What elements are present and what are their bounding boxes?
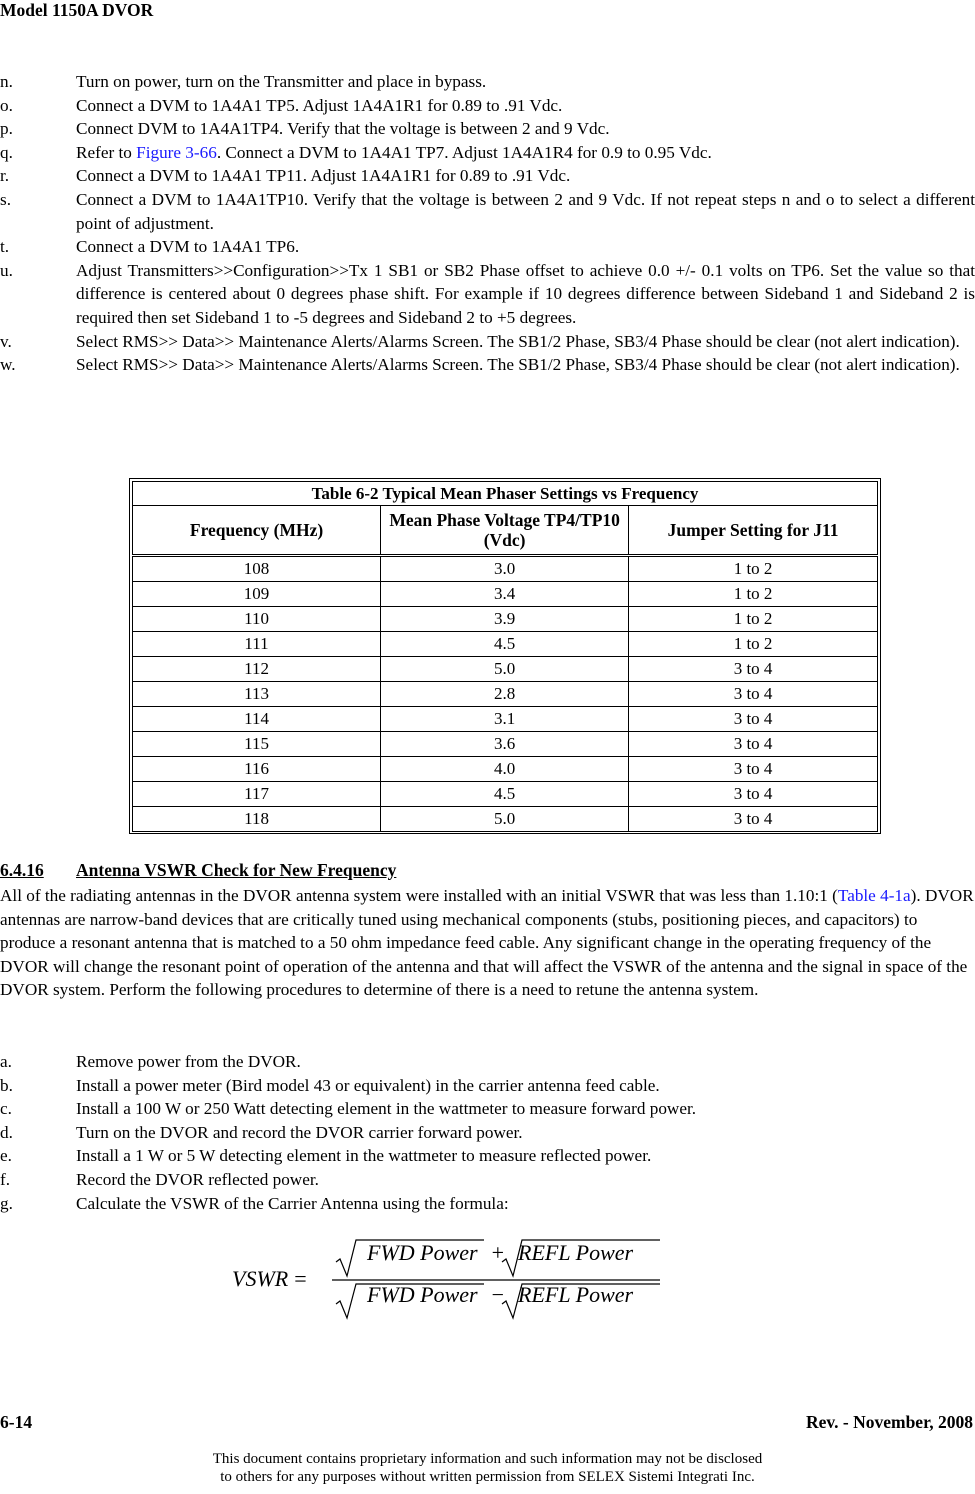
- step-text: [76, 141, 975, 165]
- step-letter: u.: [0, 260, 13, 280]
- formula-denominator: [367, 1282, 633, 1308]
- list-item: [0, 141, 975, 165]
- table-cell: 1 to 2: [629, 582, 878, 607]
- table-row: [133, 657, 878, 682]
- step-text: Record the DVOR reflected power.: [76, 1169, 319, 1189]
- table-cell: 3.4: [381, 582, 629, 607]
- list-item: [0, 1121, 975, 1145]
- table-row: [133, 782, 878, 807]
- step-text: Install a 100 W or 250 Watt detecting element in the wattmeter to measure forward power.: [76, 1099, 697, 1119]
- step-letter: e.: [0, 1146, 12, 1166]
- phaser-settings-table: [129, 478, 881, 834]
- column-header-frequency: Frequency (MHz): [133, 506, 381, 556]
- step-text: Select RMS>> Data>> Maintenance Alerts/Alarms Screen. The SB1/2 Phase, SB3/4 Phase should be clear (not alert indication).: [76, 355, 960, 375]
- step-text: Select RMS>> Data>> Maintenance Alerts/Alarms Screen. The SB1/2 Phase, SB3/4 Phase should be clear (not alert indication).: [76, 331, 960, 351]
- table-cell: 2.8: [381, 682, 629, 707]
- table-cell: 5.0: [381, 657, 629, 682]
- paragraph-text-pre: All of the radiating antennas in the DVOR antenna system were installed with an initial VSWR that was less than 1.10:1 (: [0, 886, 838, 905]
- table-cell: 114: [133, 707, 381, 732]
- list-item: [0, 330, 975, 354]
- table-cell: 4.5: [381, 782, 629, 807]
- table-cell: 3 to 4: [629, 782, 878, 807]
- step-text-pre: Refer to: [76, 142, 137, 162]
- step-letter: n.: [0, 72, 13, 91]
- proprietary-notice: [0, 1450, 975, 1486]
- formula-term-fwd: FWD Power: [367, 1240, 478, 1265]
- table-cell: 3.1: [381, 707, 629, 732]
- table-row: [133, 582, 878, 607]
- step-text: Turn on power, turn on the Transmitter and place in bypass.: [76, 72, 487, 91]
- step-text: Calculate the VSWR of the Carrier Antenna using the formula:: [76, 1193, 509, 1213]
- table-row: [133, 807, 878, 832]
- table-cell: 3 to 4: [629, 757, 878, 782]
- formula-minus: −: [491, 1282, 505, 1307]
- list-item: [0, 1168, 975, 1192]
- table-cell: 3 to 4: [629, 732, 878, 757]
- step-text: Turn on the DVOR and record the DVOR carrier forward power.: [76, 1122, 523, 1142]
- table-link[interactable]: Table 4-1a: [837, 886, 911, 905]
- step-letter: s.: [0, 189, 11, 209]
- formula-term-fwd: FWD Power: [367, 1282, 478, 1307]
- revision-date: Rev. - November, 2008: [805, 1412, 973, 1432]
- step-letter: a.: [0, 1052, 12, 1071]
- list-item: [0, 1097, 975, 1121]
- table-cell: 3 to 4: [629, 807, 878, 832]
- column-header-jumper: Jumper Setting for J11: [629, 506, 878, 556]
- table-cell: 1 to 2: [629, 556, 878, 582]
- list-item: [0, 1192, 975, 1216]
- table-cell: 1 to 2: [629, 607, 878, 632]
- formula-term-refl: REFL Power: [518, 1240, 634, 1265]
- formula-equals: =: [294, 1266, 307, 1291]
- notice-line-2: to others for any purposes without written permission from SELEX Sistemi Integrati Inc.: [220, 1469, 755, 1485]
- table-cell: 117: [133, 782, 381, 807]
- step-letter: w.: [0, 355, 16, 375]
- table-cell: 4.0: [381, 757, 629, 782]
- procedure-steps-top: [0, 70, 975, 377]
- formula-variable: VSWR: [232, 1266, 289, 1291]
- step-text: Remove power from the DVOR.: [76, 1052, 301, 1071]
- table-cell: 5.0: [381, 807, 629, 832]
- section-paragraph: [0, 884, 975, 1002]
- table-cell: 3.0: [381, 556, 629, 582]
- step-letter: p.: [0, 119, 13, 139]
- step-text: Connect a DVM to 1A4A1 TP5. Adjust 1A4A1R1 for 0.89 to .91 Vdc.: [76, 95, 563, 115]
- figure-link[interactable]: Figure 3-66: [136, 142, 217, 162]
- table-cell: 110: [133, 607, 381, 632]
- step-letter: d.: [0, 1122, 13, 1142]
- step-text: Install a 1 W or 5 W detecting element in the wattmeter to measure reflected power.: [76, 1146, 652, 1166]
- step-letter: t.: [0, 237, 10, 257]
- step-text: Install a power meter (Bird model 43 or equivalent) in the carrier antenna feed cable.: [76, 1075, 660, 1095]
- list-item: [0, 70, 975, 94]
- list-item: [0, 353, 975, 377]
- step-letter: r.: [0, 166, 10, 186]
- table-cell: 116: [133, 757, 381, 782]
- table-row: [133, 707, 878, 732]
- table-row: [133, 632, 878, 657]
- page-number: 6-14: [0, 1412, 33, 1432]
- step-text: Adjust Transmitters>>Configuration>>Tx 1 SB1 or SB2 Phase offset to achieve 0.0 +/- 0.1 volts on TP6. Set the value so that difference is centered about 0 degrees phase shift. For example if 10 degrees difference between Sideband 1 and Sideband 2 is required then set Sideband 1 to -5 degrees and Sideband 2 to +5 degrees.: [76, 260, 975, 327]
- step-text: Connect DVM to 1A4A1TP4. Verify that the voltage is between 2 and 9 Vdc.: [76, 119, 610, 139]
- section-number: 6.4.16: [0, 860, 44, 880]
- column-header-voltage: Mean Phase Voltage TP4/TP10 (Vdc): [381, 506, 629, 556]
- list-item: [0, 164, 975, 188]
- table-row: [133, 732, 878, 757]
- paragraph-text-post: ). DVOR antennas are narrow-band devices that are critically tuned using mechanical components (stubs, positioning pieces, and capacitors) to produce a resonant antenna that is matched to a 50 ohm impedance feed cable. Any significant change in the operating frequency of the DVOR will change the resonant point of operation of the antenna and that will affect the VSWR of the antenna and the signal in space of the DVOR system. Perform the following procedures to determine of there is a need to retune the antenna system.: [0, 886, 974, 999]
- table-cell: 3 to 4: [629, 707, 878, 732]
- list-item: [0, 94, 975, 118]
- step-letter: g.: [0, 1193, 13, 1213]
- formula-term-refl: REFL Power: [518, 1282, 634, 1307]
- table-caption: Table 6-2 Typical Mean Phaser Settings vs Frequency: [133, 482, 878, 506]
- section-heading: [0, 860, 396, 881]
- list-item: [0, 259, 975, 330]
- table-cell: 1 to 2: [629, 632, 878, 657]
- step-text-post: . Connect a DVM to 1A4A1 TP7. Adjust 1A4A1R4 for 0.9 to 0.95 Vdc.: [216, 142, 712, 162]
- table-cell: 108: [133, 556, 381, 582]
- list-item: [0, 235, 975, 259]
- table-cell: 115: [133, 732, 381, 757]
- vswr-formula: [232, 1232, 672, 1327]
- table-cell: 109: [133, 582, 381, 607]
- table-cell: 112: [133, 657, 381, 682]
- table-cell: 4.5: [381, 632, 629, 657]
- step-letter: q.: [0, 142, 13, 162]
- table-row: [133, 682, 878, 707]
- list-item: [0, 117, 975, 141]
- section-title: Antenna VSWR Check for New Frequency: [76, 860, 397, 880]
- list-item: [0, 1050, 975, 1074]
- step-text: Connect a DVM to 1A4A1TP10. Verify that the voltage is between 2 and 9 Vdc. If not repeat steps n and o to select a different point of adjustment.: [76, 189, 975, 233]
- table-row: [133, 556, 878, 582]
- notice-line-1: This document contains proprietary information and such information may not be disclosed: [212, 1451, 763, 1467]
- list-item: [0, 1144, 975, 1168]
- table-cell: 3 to 4: [629, 657, 878, 682]
- table-cell: 3.9: [381, 607, 629, 632]
- table-cell: 111: [133, 632, 381, 657]
- table-cell: 3 to 4: [629, 682, 878, 707]
- step-letter: o.: [0, 95, 13, 115]
- table-cell: 113: [133, 682, 381, 707]
- formula-numerator: [367, 1240, 633, 1266]
- step-letter: c.: [0, 1099, 12, 1119]
- table-cell: 3.6: [381, 732, 629, 757]
- procedure-steps-bottom: [0, 1050, 975, 1215]
- table-row: [133, 757, 878, 782]
- list-item: [0, 188, 975, 235]
- step-text: Connect a DVM to 1A4A1 TP11. Adjust 1A4A1R1 for 0.89 to .91 Vdc.: [76, 166, 571, 186]
- formula-plus: +: [491, 1240, 505, 1265]
- document-header-title: Model 1150A DVOR: [0, 0, 154, 20]
- table-row: [133, 607, 878, 632]
- step-letter: v.: [0, 331, 12, 351]
- list-item: [0, 1074, 975, 1098]
- table-cell: 118: [133, 807, 381, 832]
- step-letter: b.: [0, 1075, 13, 1095]
- step-letter: f.: [0, 1169, 11, 1189]
- step-text: Connect a DVM to 1A4A1 TP6.: [76, 237, 300, 257]
